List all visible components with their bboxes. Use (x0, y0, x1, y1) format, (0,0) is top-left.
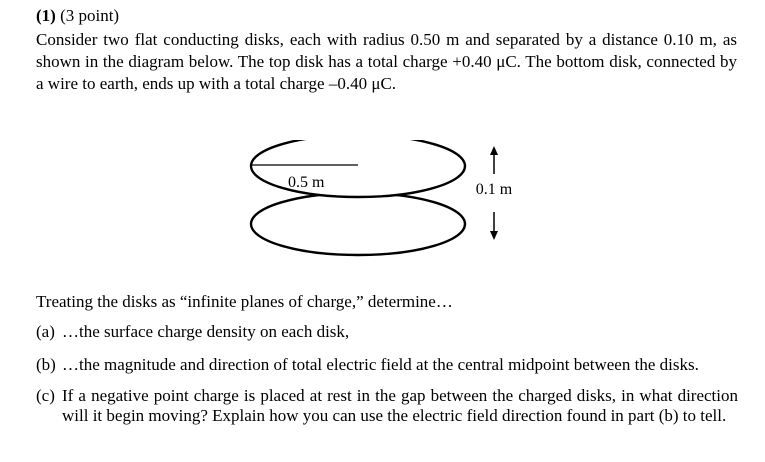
problem-intro: Consider two flat conducting disks, each with radius 0.50 m and separated by a distance 0.10 m, as shown in the diagram below. The top disk has a total charge +0.40 μC. The bottom disk, connected by a wire to earth, ends up with a total charge –0.40 μC. (36, 30, 737, 93)
question-a-label: (a) (36, 322, 55, 341)
radius-label: 0.5 m (288, 174, 325, 191)
question-a-text: …the surface charge density on each disk, (62, 322, 350, 341)
question-b-label: (b) (36, 355, 56, 374)
separation-label: 0.1 m (475, 181, 513, 198)
up-arrow-icon (490, 146, 498, 174)
questions-lead: Treating the disks as “infinite planes of charge,” determine… (36, 292, 453, 311)
problem-points: (3 point) (60, 6, 120, 25)
question-c-text: If a negative point charge is placed at rest in the gap between the charged disks, in what direction will it begin moving? Explain how you can use the electric field direction found in part (b) to tell. (62, 386, 738, 425)
problem-number: (1) (36, 6, 56, 25)
question-c (36, 386, 738, 426)
problem-header (36, 6, 119, 26)
top-disk (251, 140, 465, 197)
down-arrow-icon (490, 212, 498, 240)
question-b-text: …the magnitude and direction of total electric field at the central midpoint between the disks. (62, 355, 699, 374)
question-b (36, 355, 738, 375)
question-a (36, 322, 738, 342)
bottom-disk (251, 193, 465, 255)
question-c-label: (c) (36, 386, 55, 405)
disks-diagram (240, 140, 540, 270)
